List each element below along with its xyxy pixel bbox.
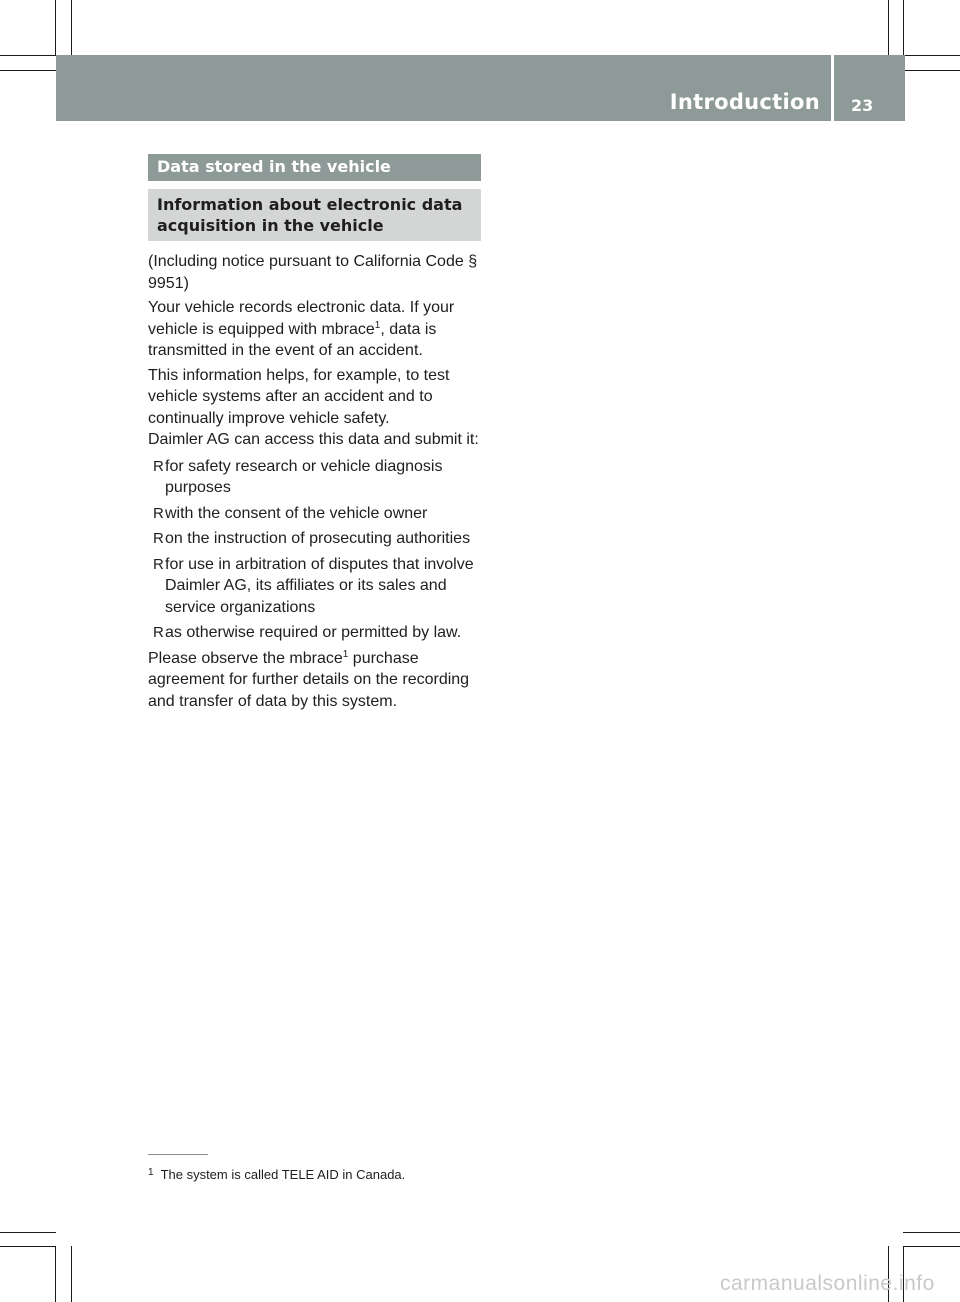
list-item-text: as otherwise required or permitted by law. xyxy=(165,624,462,641)
bullet-mark: R xyxy=(153,504,164,522)
crop-mark xyxy=(55,0,56,56)
crop-mark xyxy=(71,0,72,56)
bullet-mark: R xyxy=(153,530,164,547)
paragraph-information-helps: This information helps, for example, to test vehicle systems after an accident and to continually improve vehicle safety. xyxy=(148,366,450,427)
text-run: , data is transmitted in the event of an accident. xyxy=(148,320,437,359)
footnote-text: The system is called TELE AID in Canada. xyxy=(160,1167,406,1182)
page-number: 23 xyxy=(851,96,874,115)
crop-mark xyxy=(903,1232,960,1233)
crop-mark xyxy=(0,1232,56,1233)
paragraph-records-data xyxy=(148,297,481,362)
header-separator xyxy=(831,55,834,121)
text-run: purchase agreement for further details on the recording and transfer of data by this system. xyxy=(148,649,470,710)
subheading: Information about electronic data acquisition in the vehicle xyxy=(148,189,481,241)
crop-mark xyxy=(888,0,889,56)
watermark: carmanualsonline.info xyxy=(720,1272,935,1295)
crop-mark xyxy=(903,1246,960,1247)
text-run: Your vehicle records electronic data. If your vehicle is equipped with mbrace xyxy=(148,299,455,338)
paragraph-purchase-agreement xyxy=(148,648,481,713)
bullet-mark: R xyxy=(153,457,164,475)
list-item xyxy=(148,622,481,644)
header-section-title: Introduction xyxy=(669,90,820,114)
list-item-text: on the instruction of prosecuting authorities xyxy=(165,530,471,547)
content-column xyxy=(148,154,481,712)
paragraph-daimler-access: Daimler AG can access this data and submit it: xyxy=(148,431,479,448)
list-item xyxy=(148,528,481,550)
crop-mark xyxy=(0,55,56,56)
list-item-text: for safety research or vehicle diagnosis purposes xyxy=(165,457,443,496)
footnote-reference: 1 xyxy=(342,648,349,660)
list-item-text: with the consent of the vehicle owner xyxy=(165,504,428,522)
section-heading: Data stored in the vehicle xyxy=(148,154,481,181)
crop-mark xyxy=(903,0,904,56)
crop-mark xyxy=(903,55,960,56)
crop-mark xyxy=(903,70,960,71)
list-item-text: for use in arbitration of disputes that involve Daimler AG, its affiliates or its sales and service organizations xyxy=(165,555,474,616)
text-run: Please observe the mbrace xyxy=(148,649,343,667)
list-item xyxy=(148,554,481,619)
paragraph-california-notice: (Including notice pursuant to California Code § 9951) xyxy=(148,253,478,292)
footnote-rule xyxy=(148,1154,208,1155)
list-item xyxy=(148,503,481,525)
list-item xyxy=(148,456,481,499)
crop-mark xyxy=(0,1246,56,1247)
crop-mark xyxy=(71,1246,72,1302)
footnote-reference: 1 xyxy=(374,319,381,331)
bullet-mark: R xyxy=(153,555,164,573)
crop-mark xyxy=(55,1246,56,1302)
footnote xyxy=(148,1167,405,1182)
bullet-list xyxy=(148,456,481,644)
footnote-number: 1 xyxy=(148,1167,154,1178)
bullet-mark: R xyxy=(153,624,164,641)
crop-mark xyxy=(0,70,58,71)
